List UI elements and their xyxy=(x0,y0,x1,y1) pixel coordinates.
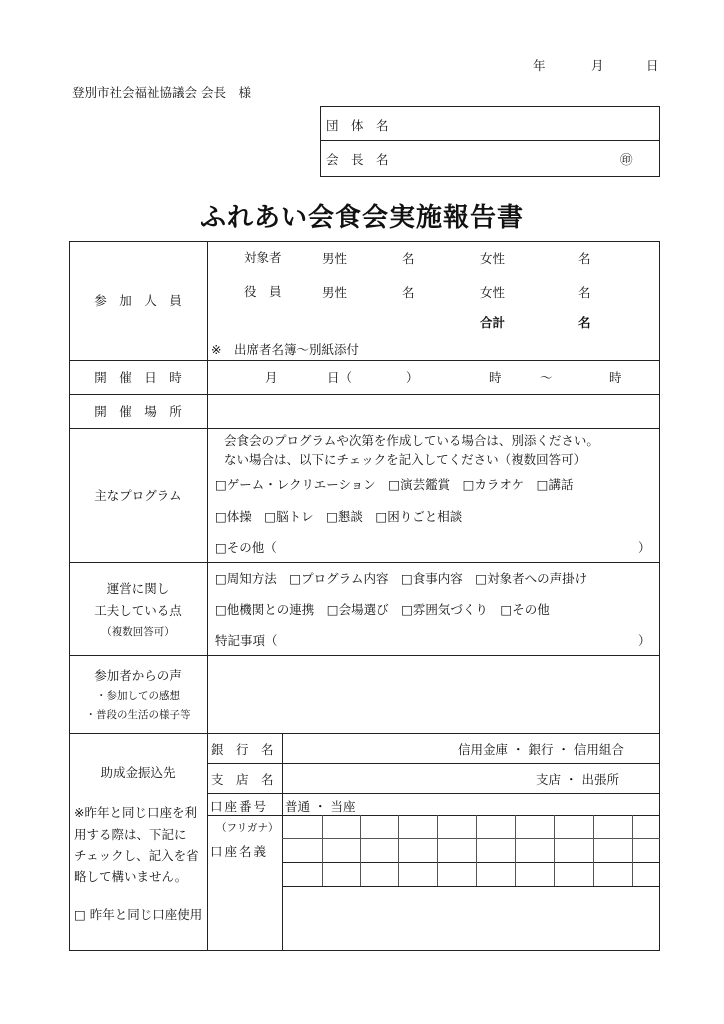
branch-name-field[interactable] xyxy=(285,767,530,791)
effort-special-close: ） xyxy=(638,633,651,648)
group-name-field[interactable] xyxy=(408,112,654,136)
target-female-label: 女性 xyxy=(480,251,506,266)
group-name-label: 団 体 名 xyxy=(326,118,389,133)
venue-field[interactable] xyxy=(210,397,656,425)
bank-type-options[interactable]: 信用金庫 ・ 銀行 ・ 信用組合 xyxy=(458,742,624,757)
program-intro-2: ない場合は、以下にチェックを記入してください（複数回答可） xyxy=(224,452,587,467)
total-label: 合計 xyxy=(480,315,506,330)
target-male-unit: 名 xyxy=(402,251,415,266)
effort-options-row-2[interactable]: □他機関との連携 □会場選び □雰囲気づくり □その他 xyxy=(215,602,550,617)
account-number-field[interactable] xyxy=(370,796,656,813)
effort-label-line3: （複数回答可） xyxy=(101,626,175,638)
staff-male-unit: 名 xyxy=(402,285,415,300)
datetime-label: 開 催 日 時 xyxy=(94,370,182,385)
program-options-row-1[interactable]: □ゲーム・レクリエーション □演芸鑑賞 □カラオケ □講話 xyxy=(215,477,574,492)
account-name-field[interactable] xyxy=(284,888,658,949)
datetime-day: 日（ xyxy=(327,370,353,385)
day-label: 日 xyxy=(646,58,659,73)
attendance-note: ※ 出席者名簿～別紙添付 xyxy=(211,342,359,357)
staff-label: 役 員 xyxy=(244,284,282,299)
bank-name-field[interactable] xyxy=(285,737,455,761)
furigana-label: （フリガナ） xyxy=(216,822,279,834)
bank-note-line-2: 用する際は、下記に xyxy=(74,827,187,842)
bank-note-line-3: チェックし、記入を省 xyxy=(74,848,199,863)
program-options-row-2[interactable]: □体操 □脳トレ □懇談 □困りごと相談 xyxy=(215,509,463,524)
program-label: 主なプログラム xyxy=(94,488,182,503)
effort-label-line2: 工夫している点 xyxy=(94,603,182,618)
account-name-grid[interactable] xyxy=(284,817,658,885)
datetime-tilde: ～ xyxy=(540,370,553,385)
account-type-options[interactable]: 普通 ・ 当座 xyxy=(285,799,356,814)
staff-male-label: 男性 xyxy=(322,285,348,300)
bank-name-label: 銀 行 名 xyxy=(211,742,274,757)
datetime-hour-to: 時 xyxy=(609,370,622,385)
voices-label: 参加者からの声 xyxy=(94,668,182,683)
year-label: 年 xyxy=(533,58,546,73)
target-female-unit: 名 xyxy=(578,251,591,266)
program-intro-1: 会食会のプログラムや次第を作成している場合は、別添ください。 xyxy=(224,433,599,448)
month-label: 月 xyxy=(591,58,604,73)
voices-field[interactable] xyxy=(210,658,656,730)
voices-sub-1: ・参加しての感想 xyxy=(96,690,180,702)
same-account-checkbox[interactable]: □ 昨年と同じ口座使用 xyxy=(74,907,203,922)
staff-female-unit: 名 xyxy=(578,285,591,300)
chairman-name-label: 会 長 名 xyxy=(326,152,389,167)
venue-label: 開 催 場 所 xyxy=(94,404,182,419)
effort-label-line1: 運営に関し xyxy=(106,581,170,596)
target-label: 対象者 xyxy=(244,250,282,265)
page-title: ふれあい会食会実施報告書 xyxy=(199,203,524,233)
program-other-option[interactable]: □その他（ xyxy=(215,540,277,555)
branch-name-label: 支 店 名 xyxy=(211,772,274,787)
datetime-month: 月 xyxy=(265,370,278,385)
effort-special-notes[interactable]: 特記事項（ xyxy=(215,633,278,648)
branch-type-options[interactable]: 支店 ・ 出張所 xyxy=(536,772,619,787)
addressee: 登別市社会福祉協議会 会長 様 xyxy=(72,85,251,100)
effort-options-row-1[interactable]: □周知方法 □プログラム内容 □食事内容 □対象者への声掛け xyxy=(215,571,588,586)
voices-sub-2: ・普段の生活の様子等 xyxy=(85,709,191,721)
datetime-close: ） xyxy=(406,370,419,385)
total-unit: 名 xyxy=(578,315,591,330)
program-other-close: ） xyxy=(638,540,651,555)
target-male-label: 男性 xyxy=(322,251,348,266)
staff-female-label: 女性 xyxy=(480,285,506,300)
participants-label: 参 加 人 員 xyxy=(94,293,182,308)
bank-section-label: 助成金振込先 xyxy=(100,765,176,780)
account-name-label: 口座名義 xyxy=(210,844,269,859)
chairman-name-field[interactable] xyxy=(408,146,613,170)
seal-mark: ㊞ xyxy=(620,152,633,167)
datetime-hour-from: 時 xyxy=(489,370,502,385)
account-number-label: 口座番号 xyxy=(210,799,269,814)
bank-note-line-4: 略して構いません。 xyxy=(74,869,188,884)
bank-note-line-1: ※昨年と同じ口座を利 xyxy=(74,805,197,820)
